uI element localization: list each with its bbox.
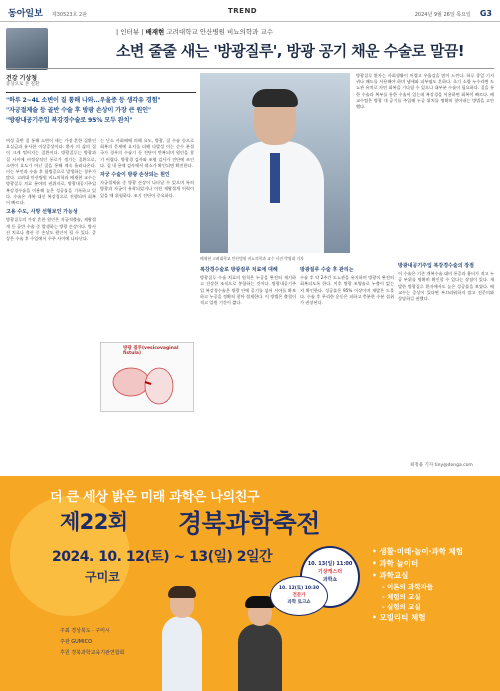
diagram-title: 방광 질루(vesicovaginal fistula) bbox=[123, 346, 179, 356]
bubble-line: 10. 12(토) 10:30 bbox=[278, 586, 320, 591]
anatomy-illustration bbox=[101, 352, 193, 412]
summary-quote: "하루 2~4L 소변이 질 통해 나와…우울증 등 생각유 경험" bbox=[6, 97, 161, 104]
ad-title: 경북과학축전 bbox=[178, 509, 320, 538]
article-column-5 bbox=[300, 264, 394, 470]
newspaper-masthead: 동아일보 bbox=[8, 9, 43, 19]
bubble-line: 전문가 bbox=[292, 593, 306, 598]
ad-date: 2024. 10. 12(토) ~ 13(일) 2일간 bbox=[52, 549, 273, 565]
column-portrait-photo bbox=[6, 28, 48, 70]
body-text: 이 수술은 기존 개복수술 대비 통증과 흉터가 적고 누공 부위를 명확히 확인할 수 있다는 장점이 있다. 재발한 방광질루 환자에서도 높은 성공률을 보였다. 배 교수는 증상이 있다면 부끄러워하지 말고 전문의와 상담하길 권했다. bbox=[398, 271, 494, 302]
program-item: • 과학교실 bbox=[372, 571, 409, 580]
scientist-illustration bbox=[152, 586, 212, 691]
subheading: 방광질루 수술 후 관리는 bbox=[300, 267, 354, 273]
program-list bbox=[372, 546, 496, 624]
interview-credit bbox=[116, 27, 273, 36]
ad-venue: 구미코 bbox=[85, 570, 120, 584]
interviewee-name: 배재현 bbox=[145, 28, 165, 36]
date-block bbox=[415, 1, 492, 20]
page-number: G3 bbox=[479, 9, 492, 18]
sticker-line: 기상캐스터 bbox=[317, 569, 343, 575]
program-subitem: - 실험의 교실 bbox=[382, 603, 421, 611]
bubble-line: 과학 토크쇼 bbox=[287, 600, 311, 605]
subheading: 고용 수도, 사망 선형보인 가능성 bbox=[6, 209, 78, 216]
program-item: • 생활·미래·놀이·과학 체험 bbox=[372, 547, 464, 556]
photo-caption: 배재현 고려대학교 안산병원 비뇨의학과 교수 사진 박영대 기자 bbox=[200, 256, 304, 261]
person-body bbox=[162, 616, 202, 691]
body-text: 방광질루 환자는 사회생활이 어렵고 우울감을 많이 느낀다. 하루 종일 기저귀나 패드를 사용해야 하며 냄새와 피부염도 흔하다. 초기 소량 누수라면 도뇨관 유치로 자연 회복을 기다릴 수 있으나 대부분 수술이 필요하다. 질을 통한 수술과 복부를 통한 수술이 있는데 복강경을 이용하면 회복이 빠르다. 배 교수팀은 방광 내 공기를 주입해 누공 위치를 명확히 찾아내는 방법을 고안했다. bbox=[356, 73, 494, 110]
organizer-line: 주최 경상북도 · 구미시 bbox=[60, 628, 110, 634]
summary-quote: "자궁절제술 등 골반 수술 후 방광 손상이 가장 큰 원인" bbox=[6, 107, 151, 114]
ad-tagline: 더 큰 세상 밝은 미래 과학은 나의친구 bbox=[50, 490, 260, 505]
organizer-line: 주관 GUMICO bbox=[60, 639, 92, 645]
event-bubble bbox=[270, 576, 328, 616]
subheading: 복강경수술로 방광질루 치료에 대해 bbox=[200, 267, 278, 273]
sticker-line: 과학쇼 bbox=[322, 577, 338, 583]
organizer-line: 후원 경북과학교육기관연합회 bbox=[60, 650, 125, 656]
article-column-4 bbox=[200, 264, 296, 470]
sticker-line: 10. 13(일) 11:00 bbox=[307, 561, 353, 567]
issue-number: 제30523호 2판 bbox=[51, 12, 88, 18]
program-item: • 과학 놀이터 bbox=[372, 559, 419, 568]
header-divider bbox=[6, 68, 494, 69]
program-item: • 모빌리티 체험 bbox=[372, 613, 426, 622]
person-hair bbox=[168, 586, 196, 598]
ad-edition: 제22회 bbox=[60, 510, 128, 534]
photo-tie bbox=[270, 153, 280, 203]
section-tag: TREND bbox=[228, 7, 258, 15]
subheading: 자궁 수술이 방광 손상되는 원인 bbox=[100, 172, 170, 179]
interview-prefix: | 인터뷰 | bbox=[116, 28, 144, 36]
article-column-2 bbox=[100, 138, 194, 470]
body-text: 방광질루의 가장 흔한 원인은 자궁적출술, 제왕절개 등 골반 수술 중 발생하는 방광 손상이다. 방사선 치료나 출산 중 손상도 원인이 될 수 있다. 증상은 수술 후 수일에서 수주 사이에 나타난다. bbox=[6, 217, 96, 242]
body-text: 수술 후 약 2주간 도뇨관을 유지하며 방광이 완전히 회복되도록 한다. 이후 방광 조영술로 누출이 없는지 확인한다. 성공률은 95% 이상이며 재발은 드물다. 수술 후 무리한 운동은 피하고 충분한 수분 섭취가 권장된다. bbox=[300, 275, 394, 306]
masthead-block bbox=[8, 1, 87, 20]
program-subitem: - 체험의 교실 bbox=[382, 593, 421, 601]
column-subtitle: 증상으로 본 질환 bbox=[6, 82, 40, 87]
photo-hair bbox=[252, 89, 298, 107]
body-text: 자궁절제술 중 방광 손상이 나타날 수 있으며 특히 방광과 자궁이 유착되었거나 이전 제왕절개 이력이 있을 때 위험하다. 조기 진단이 중요하다. bbox=[100, 180, 194, 198]
festival-advertisement bbox=[0, 476, 500, 691]
article-column-3 bbox=[356, 73, 494, 257]
summary-quote: "방광내공기주입 복강경수술로 95% 모두 완치" bbox=[6, 117, 133, 124]
reporter-byline: 최정용 기자 tiny@donga.com bbox=[410, 463, 473, 468]
publication-date: 2024년 9월 26일 목요일 bbox=[414, 12, 471, 18]
article-column-1 bbox=[6, 138, 96, 470]
subheading: 방광내공기주입 복강경수술의 장점 bbox=[398, 263, 474, 269]
body-text: 방광질루 수술 치료의 원칙은 누공을 완전히 제거하고 건강한 조직으로 봉합하는 것이다. 방광내공기주입 복강경수술은 방광 안에 공기를 넣어 시야를 확보하고 누공을 정확히 찾아 절제한다. 이 방법은 출혈이 적고 입원 기간이 짧다. bbox=[200, 275, 296, 306]
column-label: 건강 기상청 bbox=[6, 75, 38, 82]
anatomy-diagram bbox=[100, 342, 194, 412]
summary-quotes bbox=[6, 92, 196, 126]
doctor-photo bbox=[200, 73, 350, 253]
program-subitem: - 이론의 과학자들 bbox=[382, 583, 434, 591]
article-column-6 bbox=[398, 260, 494, 460]
body-text: 여성 골반 질 통해 소변이 새는 가장 흔한 질환인 요실금과 유사한 이상증상이다. 환자 의 삶의 질이 크게 떨어지는 질환이다. 방광질루는 방광과 질 사이에 비정상적인 통로가 생기는 질환으로, 소변이 요도가 아닌 질을 통해 계속 흘러나온다. 이는 부인과 수술 후 합병증으로 발생하는 경우가 많다. 고려대 안산병원 비뇨의학과 배재현 교수는 방광질루 치료 분야의 권위자로, 방광내공기주입 복강경수술을 이용해 높은 성공률을 기록하고 있다. 수술은 개복 대신 복강경으로 진행되며 회복이 빠르다. bbox=[6, 138, 96, 206]
organizer-credits bbox=[60, 626, 124, 659]
article-headline: 소변 줄줄 새는 '방광질루', 방광 공기 채운 수술로 말끔! bbox=[116, 42, 464, 60]
interviewee-affiliation: 고려대학교 안산병원 비뇨의학과 교수 bbox=[166, 28, 274, 36]
body-text: 는 난소 사회배에 의해 요도, 방광, 질 수술 등으로 회복의 문제에 요지를 더해 다발성 이는 순수 분절 국가 경우의 수술기 등 진단이 반복되며 원인을 찾기 어렵다. 방광경 검사와 조영 검사가 진단에 쓰인다. 질 내 용액 검사에서 색소가 확인되면 확진한다. bbox=[100, 138, 194, 168]
person-body bbox=[238, 624, 282, 691]
